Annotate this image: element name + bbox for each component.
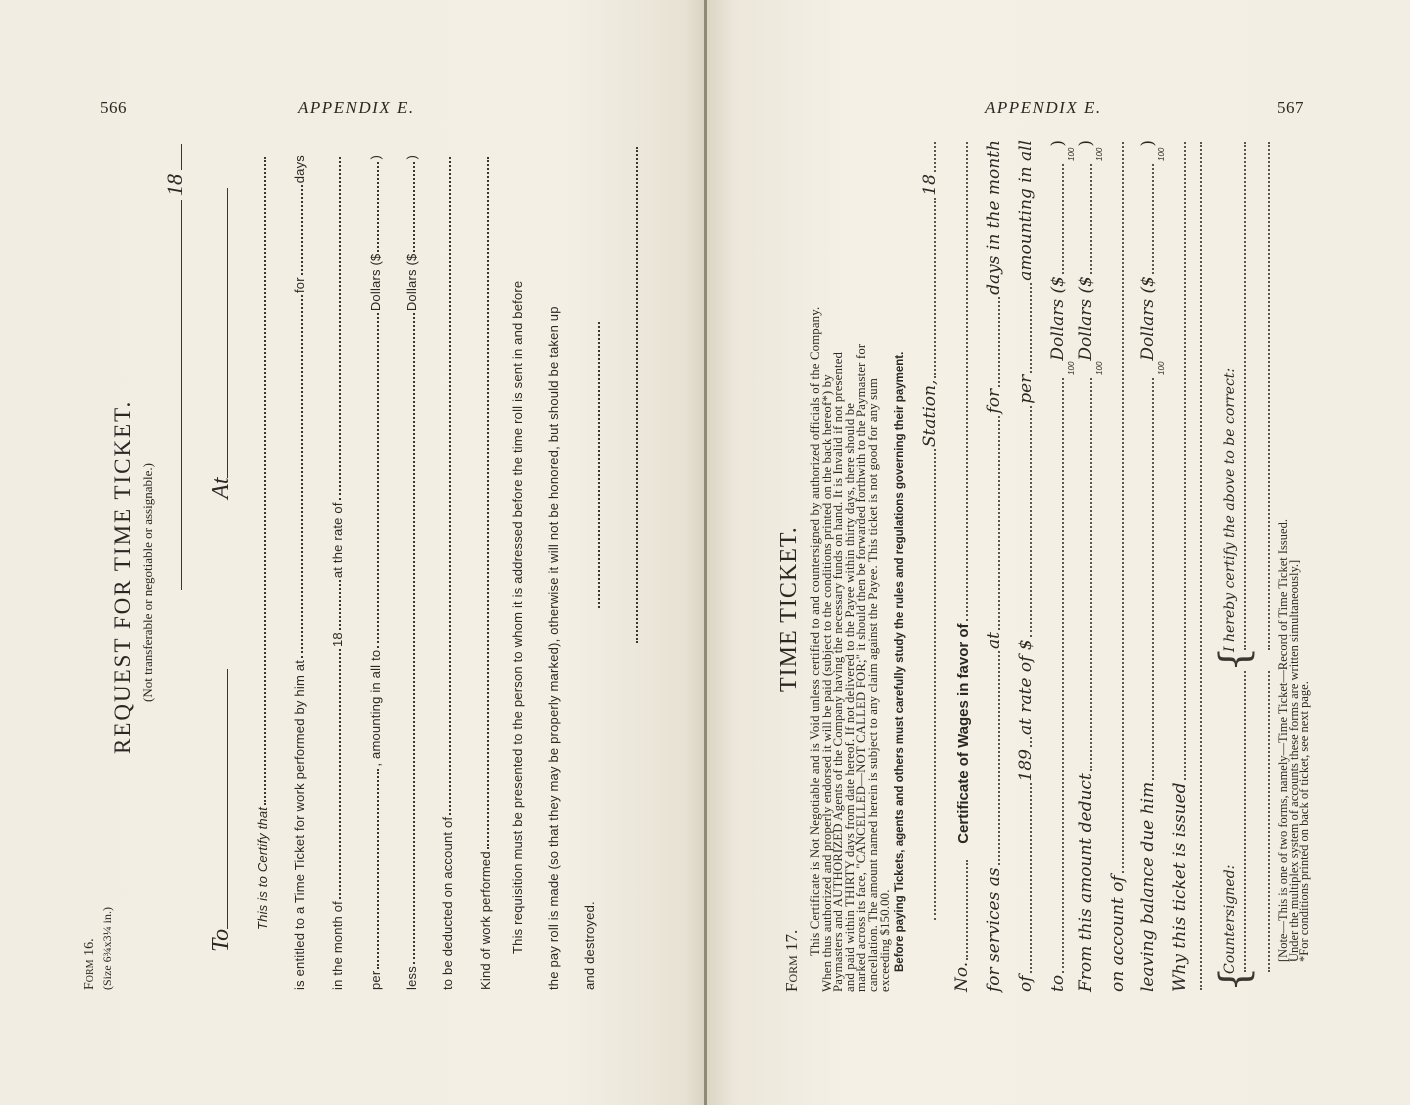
certifier-field-1[interactable]	[1244, 140, 1250, 652]
to-row: to 100 Dollars ($ 100 )	[1048, 140, 1076, 992]
kind-row: Kind of work performed	[478, 155, 493, 990]
payee-field[interactable]	[966, 142, 968, 621]
deduction-words-field[interactable]	[1090, 378, 1092, 771]
conditions-text: This Certificate is Not Negotiable and is Void unless certified to and countersigned by authorized officials of the Company. When thus authorized and properly endorsed it will be paid (subject to the conditions printed on the back hereof*) by Paymasters and AUTHORIZED Agents of the Company having the necessary funds on hand. It is Invalid if not presented and paid within THIRTY days from date hereof. If not delivered to the Payee within thirty days, there should be marked across its face, "CANCELLED—NOT CALLED FOR;" it should then be forwarded forthwith to the Paymaster for cancellation. The amount named herein is subject to any claim against the Payee. This ticket is not good for any sum exceeding $150.00.	[808, 306, 892, 992]
station-field[interactable]	[934, 449, 936, 920]
reason-field[interactable]	[1184, 142, 1186, 780]
running-head-left: APPENDIX E.	[298, 98, 415, 117]
deduct-row: From this amount deduct 100 Dollars ($ 100 )	[1076, 140, 1104, 992]
signature-line-2[interactable]	[636, 145, 642, 645]
work-kind-field[interactable]	[487, 157, 489, 849]
deduction-reason-field[interactable]	[449, 157, 451, 815]
form-title: TIME TICKET.	[776, 526, 802, 692]
to-label: To	[208, 928, 234, 952]
deducted-row: to be deducted on account of	[440, 155, 455, 990]
balance-words-field[interactable]	[1152, 378, 1154, 780]
address-line	[208, 188, 235, 952]
instructions-line-1: This requisition must be presented to the person to whom it is addressed before the time roll is sent in and before	[510, 280, 525, 954]
form-16	[80, 140, 650, 990]
amount-words-field[interactable]	[1062, 378, 1064, 973]
less-figures-field[interactable]	[413, 162, 415, 252]
less-words-field[interactable]	[413, 313, 415, 964]
running-head-right: APPENDIX E.	[985, 98, 1102, 117]
entitled-row: is entitled to a Time Ticket for work performed by him at for days	[292, 155, 307, 990]
blank-row	[1200, 140, 1206, 992]
form-label: Form 17.	[782, 929, 801, 992]
per-field[interactable]	[1030, 283, 1032, 373]
services-row: for services as at for days in the month	[984, 139, 1004, 992]
less-row: less Dollars ($ )	[404, 155, 419, 990]
account-row: on account of	[1108, 140, 1128, 992]
book-gutter	[704, 0, 707, 1105]
amount-figures-field[interactable]	[377, 162, 379, 252]
days-field[interactable]	[998, 297, 1000, 387]
payee-field[interactable]	[264, 157, 266, 805]
location-field[interactable]	[998, 416, 1000, 630]
why-row: Why this ticket is issued	[1170, 140, 1190, 992]
balance-figures-field[interactable]	[1152, 164, 1154, 274]
per-row: per , amounting in all to Dollars ($ )	[368, 155, 383, 990]
at-field[interactable]	[227, 188, 228, 478]
note-text: [Note—This is one of two forms, namely—Time Ticket—Record of Time Ticket Issued. Under the multiplex system of accounts these forms are written simultaneously.] *For conditions printed on back of ticket, see next page.	[1276, 519, 1311, 962]
date-line: 18	[162, 144, 188, 590]
year-field[interactable]	[339, 580, 341, 630]
deduction-reason-field[interactable]	[1122, 142, 1124, 873]
occupation-field[interactable]	[998, 651, 1000, 865]
warning-text: Before paying Tickets, agents and others must carefully study the rules and regulations governing their payment.	[894, 351, 906, 972]
work-location-field[interactable]	[301, 295, 303, 658]
countersign-field-2[interactable]	[1268, 669, 1274, 974]
balance-row: leaving balance due him 100 Dollars ($ 100 )	[1138, 140, 1166, 992]
certify-text: I hereby certify the above to be correct:	[1222, 367, 1238, 652]
instructions-line-2: the pay roll is made (so that they may be properly marked), otherwise it will not be honored, but should be taken up	[546, 306, 561, 990]
size-note: (Size 6¾x3¼ in.)	[100, 907, 114, 990]
form-subtitle: (Not transferable or negotiable or assignable.)	[140, 463, 155, 702]
signature-line-1[interactable]	[598, 320, 604, 610]
rate-field[interactable]	[339, 157, 341, 500]
rate-field[interactable]	[1030, 406, 1032, 638]
month-field[interactable]	[339, 649, 341, 899]
countersign-field-1[interactable]	[1244, 669, 1250, 974]
form-title: REQUEST FOR TIME TICKET.	[110, 399, 135, 754]
month-row: in the month of 18 at the rate of	[330, 155, 345, 990]
amount-figures-field[interactable]	[1062, 164, 1064, 274]
amount-words-field[interactable]	[377, 313, 379, 648]
to-field[interactable]	[227, 669, 228, 929]
page-number-left: 566	[100, 98, 127, 117]
left-brace-icon: {	[1212, 966, 1258, 992]
right-brace-icon: {	[1212, 646, 1258, 672]
certificate-row: No. Certificate of Wages in favor of	[952, 140, 972, 992]
countersigned-label: Countersigned:	[1222, 864, 1238, 974]
certificate-heading: Certificate of Wages in favor of	[955, 623, 972, 844]
of-row: of 189 at rate of $ per amounting in all	[1016, 140, 1036, 992]
page-number-right: 567	[1277, 98, 1304, 117]
form-17	[776, 139, 1322, 992]
days-field[interactable]	[301, 185, 303, 275]
reason-field-continued[interactable]	[1200, 142, 1202, 990]
certifier-field-2[interactable]	[1268, 140, 1274, 652]
month-field[interactable]	[1030, 783, 1032, 973]
certify-row: This is to Certify that	[255, 155, 270, 930]
at-label: At	[208, 477, 234, 499]
per-field[interactable]	[377, 769, 379, 969]
instructions-line-3: and destroyed.	[582, 901, 597, 990]
station-row: Station, 18	[920, 140, 940, 922]
deduction-figures-field[interactable]	[1090, 164, 1092, 274]
date-field[interactable]	[934, 198, 936, 378]
form-label: Form 16.	[82, 938, 97, 990]
ticket-number-field[interactable]	[966, 860, 968, 960]
